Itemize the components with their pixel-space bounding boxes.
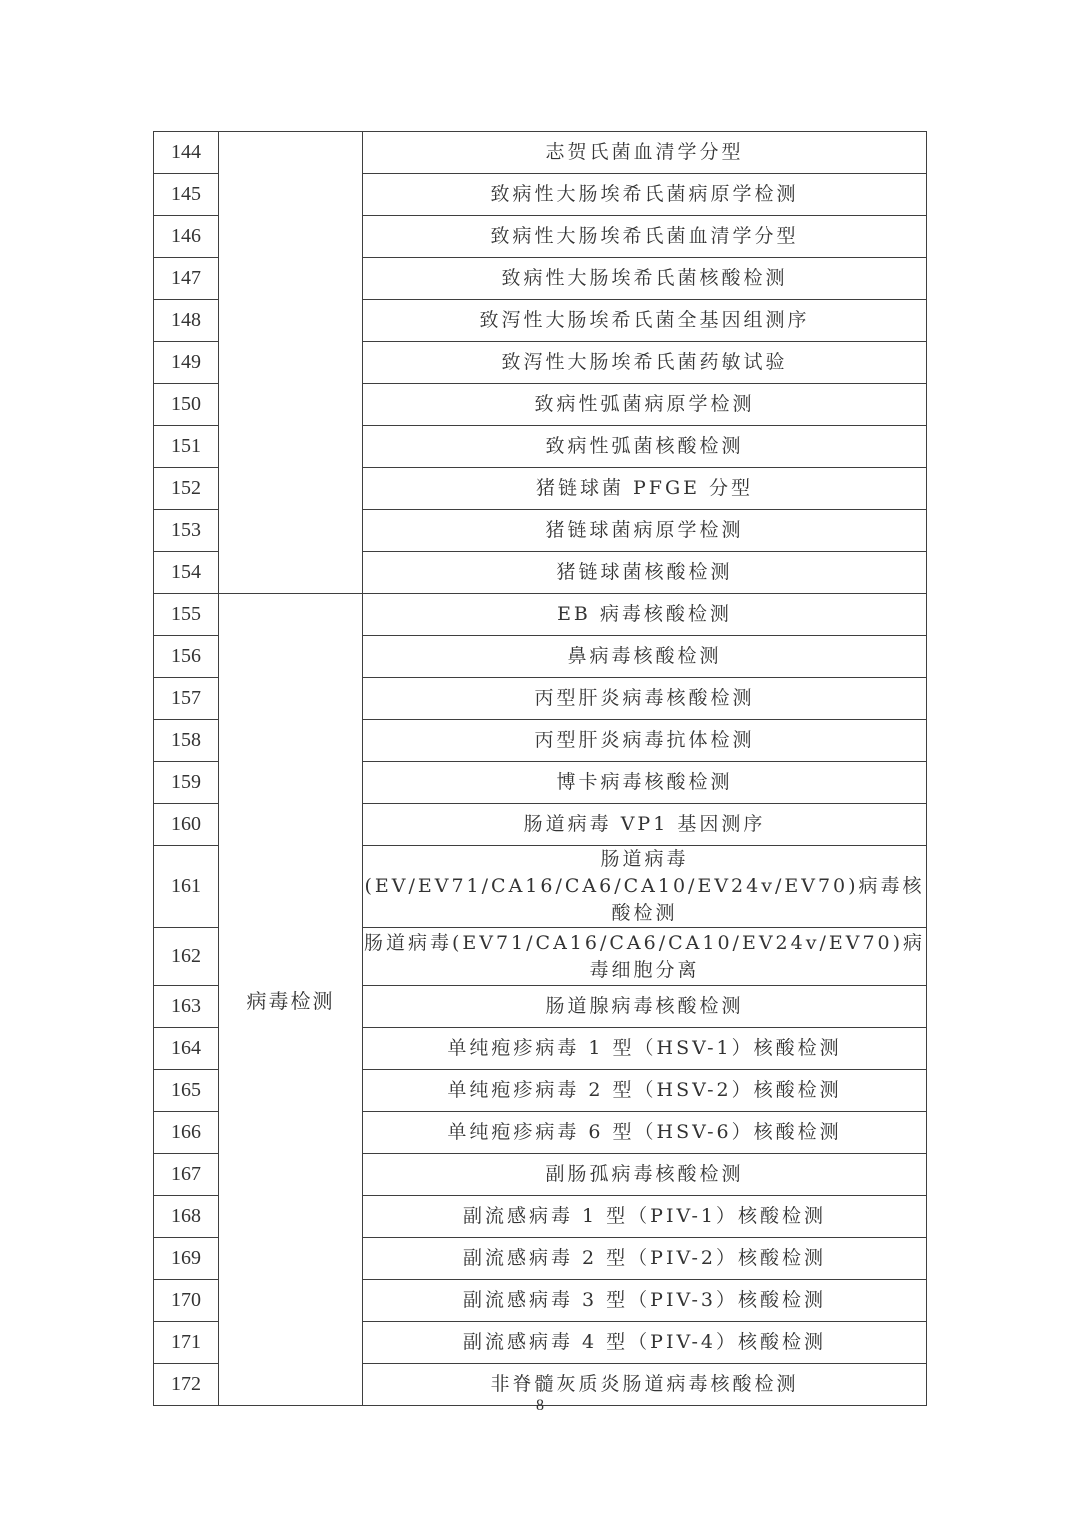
row-number: 172 <box>154 1364 219 1406</box>
test-item: 非脊髓灰质炎肠道病毒核酸检测 <box>363 1364 927 1406</box>
row-number: 161 <box>154 846 219 928</box>
row-number: 171 <box>154 1322 219 1364</box>
table-row <box>154 594 927 636</box>
row-number: 152 <box>154 468 219 510</box>
row-number: 158 <box>154 720 219 762</box>
test-item: 丙型肝炎病毒核酸检测 <box>363 678 927 720</box>
test-item: 单纯疱疹病毒 2 型（HSV-2）核酸检测 <box>363 1070 927 1112</box>
row-number: 163 <box>154 986 219 1028</box>
test-item: 猪链球菌病原学检测 <box>363 510 927 552</box>
test-item: 肠道腺病毒核酸检测 <box>363 986 927 1028</box>
row-number: 149 <box>154 342 219 384</box>
test-item: 副流感病毒 1 型（PIV-1）核酸检测 <box>363 1196 927 1238</box>
row-number: 169 <box>154 1238 219 1280</box>
test-item: 猪链球菌 PFGE 分型 <box>363 468 927 510</box>
test-item: 副流感病毒 2 型（PIV-2）核酸检测 <box>363 1238 927 1280</box>
category-cell <box>219 132 363 594</box>
row-number: 162 <box>154 928 219 986</box>
table-row <box>154 132 927 174</box>
test-item: EB 病毒核酸检测 <box>363 594 927 636</box>
page-number: 8 <box>536 1397 544 1414</box>
row-number: 164 <box>154 1028 219 1070</box>
row-number: 153 <box>154 510 219 552</box>
test-item: 致泻性大肠埃希氏菌全基因组测序 <box>363 300 927 342</box>
test-item: 副肠孤病毒核酸检测 <box>363 1154 927 1196</box>
row-number: 168 <box>154 1196 219 1238</box>
row-number: 144 <box>154 132 219 174</box>
test-item: 致病性弧菌病原学检测 <box>363 384 927 426</box>
test-item: 丙型肝炎病毒抗体检测 <box>363 720 927 762</box>
row-number: 145 <box>154 174 219 216</box>
test-item: 肠道病毒(EV71/CA16/CA6/CA10/EV24v/EV70)病毒细胞分离 <box>363 928 927 986</box>
row-number: 170 <box>154 1280 219 1322</box>
row-number: 166 <box>154 1112 219 1154</box>
test-item: 致病性弧菌核酸检测 <box>363 426 927 468</box>
row-number: 151 <box>154 426 219 468</box>
row-number: 146 <box>154 216 219 258</box>
test-item: 致病性大肠埃希氏菌病原学检测 <box>363 174 927 216</box>
test-item: 副流感病毒 3 型（PIV-3）核酸检测 <box>363 1280 927 1322</box>
test-item: 致泻性大肠埃希氏菌药敏试验 <box>363 342 927 384</box>
row-number: 154 <box>154 552 219 594</box>
row-number: 160 <box>154 804 219 846</box>
test-item: 单纯疱疹病毒 1 型（HSV-1）核酸检测 <box>363 1028 927 1070</box>
test-item: 肠道病毒 VP1 基因测序 <box>363 804 927 846</box>
test-item: 副流感病毒 4 型（PIV-4）核酸检测 <box>363 1322 927 1364</box>
test-item: 猪链球菌核酸检测 <box>363 552 927 594</box>
row-number: 148 <box>154 300 219 342</box>
test-item: 志贺氏菌血清学分型 <box>363 132 927 174</box>
row-number: 155 <box>154 594 219 636</box>
test-item: 肠道病毒(EV/EV71/CA16/CA6/CA10/EV24v/EV70)病毒核酸检测 <box>363 846 927 928</box>
category-cell-virus-testing: 病毒检测 <box>219 594 363 1406</box>
test-item: 博卡病毒核酸检测 <box>363 762 927 804</box>
row-number: 159 <box>154 762 219 804</box>
row-number: 157 <box>154 678 219 720</box>
row-number: 156 <box>154 636 219 678</box>
row-number: 150 <box>154 384 219 426</box>
row-number: 165 <box>154 1070 219 1112</box>
test-item: 致病性大肠埃希氏菌核酸检测 <box>363 258 927 300</box>
test-item: 鼻病毒核酸检测 <box>363 636 927 678</box>
test-items-table <box>153 131 927 1406</box>
test-item: 致病性大肠埃希氏菌血清学分型 <box>363 216 927 258</box>
row-number: 147 <box>154 258 219 300</box>
row-number: 167 <box>154 1154 219 1196</box>
test-item: 单纯疱疹病毒 6 型（HSV-6）核酸检测 <box>363 1112 927 1154</box>
